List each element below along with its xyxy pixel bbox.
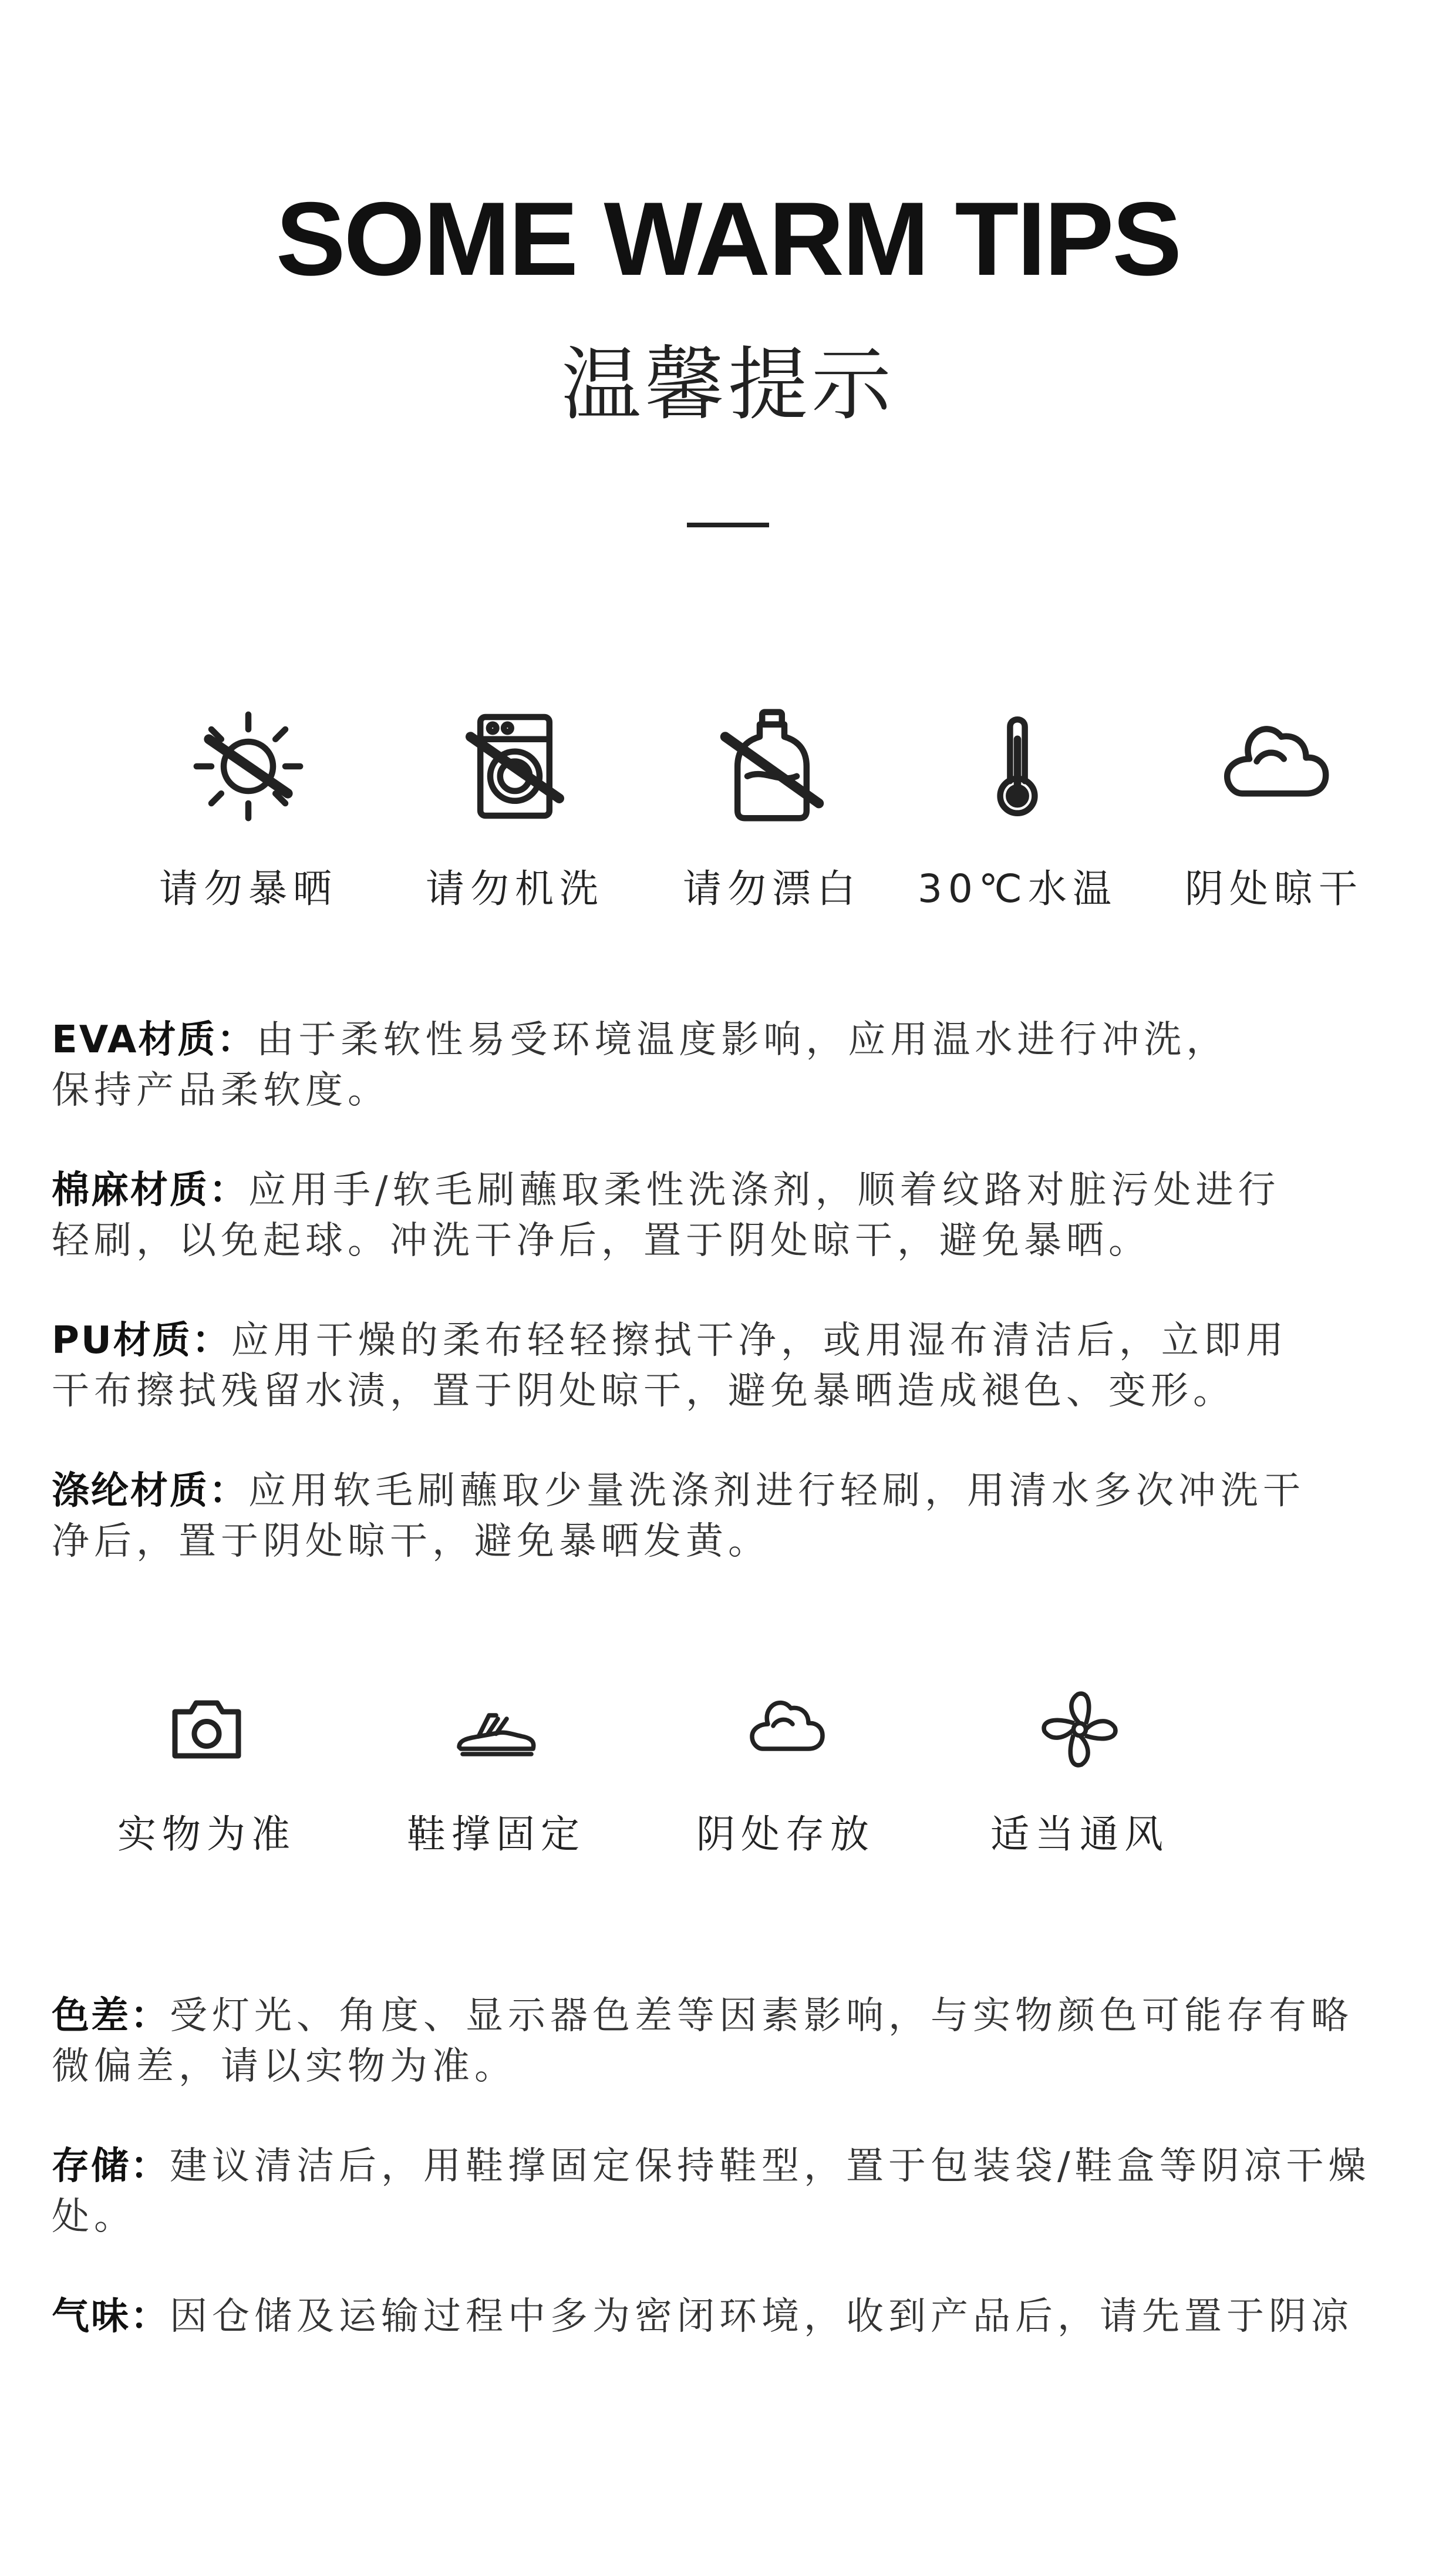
cloud-icon bbox=[1212, 705, 1336, 828]
care-label-water-temp: 30℃水温 bbox=[917, 866, 1118, 911]
material-label: 涤纶材质： bbox=[52, 1469, 248, 1513]
material-text: 应用软毛刷蘸取少量洗涤剂进行轻刷，用清水多次冲洗干 bbox=[248, 1469, 1305, 1513]
material-text: 保持产品柔软度。 bbox=[52, 1069, 390, 1112]
note-text: 微偏差，请以实物为准。 bbox=[52, 2045, 517, 2088]
shoe-tree-icon bbox=[452, 1685, 540, 1773]
page-title: SOME WARM TIPS bbox=[275, 180, 1181, 297]
material-text: 净后，置于阴处晾干，避免暴晒发黄。 bbox=[52, 1520, 770, 1563]
store-item-shade-store bbox=[662, 1685, 909, 1859]
care-label-no-sun: 请勿暴晒 bbox=[159, 866, 338, 911]
note-storage bbox=[52, 2141, 1456, 2242]
cloud-icon bbox=[742, 1685, 830, 1773]
store-item-ventilation bbox=[956, 1685, 1203, 1859]
care-item-shade-dry bbox=[1151, 705, 1397, 913]
note-odor bbox=[52, 2291, 1456, 2342]
care-label-shade-dry: 阴处晾干 bbox=[1185, 866, 1363, 911]
title-divider bbox=[687, 523, 769, 527]
thermometer-icon bbox=[956, 705, 1079, 828]
note-text: 建议清洁后，用鞋撑固定保持鞋型，置于包装袋/鞋盒等阴凉干燥 bbox=[170, 2145, 1371, 2188]
care-item-water-temp bbox=[894, 705, 1141, 913]
material-text: 由于柔软性易受环境温度影响，应用温水进行冲洗， bbox=[256, 1018, 1229, 1062]
care-item-no-bleach bbox=[649, 705, 895, 913]
materials-section bbox=[52, 1015, 1456, 1567]
note-text: 受灯光、角度、显示器色差等因素影响，与实物颜色可能存有略 bbox=[170, 1994, 1353, 2038]
material-eva bbox=[52, 1015, 1456, 1116]
page-subtitle: 温馨提示 bbox=[561, 339, 895, 432]
care-label-no-machine-wash: 请勿机洗 bbox=[426, 866, 604, 911]
store-label-actual: 实物为准 bbox=[117, 1812, 296, 1857]
no-machine-wash-icon bbox=[453, 705, 577, 828]
note-label: 色差： bbox=[52, 1994, 170, 2038]
no-sun-icon bbox=[187, 705, 310, 828]
material-text: 应用干燥的柔布轻轻擦拭干净，或用湿布清洁后，立即用 bbox=[231, 1319, 1288, 1362]
store-item-shoe-tree bbox=[373, 1685, 619, 1859]
note-text: 处。 bbox=[52, 2195, 136, 2239]
material-text: 应用手/软毛刷蘸取柔性洗涤剂，顺着纹路对脏污处进行 bbox=[248, 1169, 1280, 1212]
note-text: 因仓储及运输过程中多为密闭环境，收到产品后，请先置于阴凉 bbox=[170, 2295, 1353, 2338]
care-item-no-machine-wash bbox=[392, 705, 638, 913]
notes-section bbox=[52, 1991, 1456, 2342]
no-bleach-icon bbox=[710, 705, 834, 828]
note-label: 存储： bbox=[52, 2145, 170, 2188]
fan-icon bbox=[1036, 1685, 1124, 1773]
note-label: 气味： bbox=[52, 2295, 170, 2338]
store-label-ventilation: 适当通风 bbox=[990, 1812, 1169, 1857]
material-text: 轻刷，以免起球。冲洗干净后，置于阴处晾干，避免暴晒。 bbox=[52, 1219, 1151, 1263]
store-label-shoe-tree: 鞋撑固定 bbox=[407, 1812, 585, 1857]
care-label-no-bleach: 请勿漂白 bbox=[683, 866, 861, 911]
material-label: 棉麻材质： bbox=[52, 1169, 248, 1212]
store-label-shade-store: 阴处存放 bbox=[696, 1812, 875, 1857]
material-polyester bbox=[52, 1466, 1456, 1567]
material-label: EVA材质： bbox=[52, 1018, 257, 1062]
material-cotton-linen bbox=[52, 1165, 1456, 1266]
store-item-actual bbox=[83, 1685, 330, 1859]
material-pu bbox=[52, 1315, 1456, 1416]
camera-icon bbox=[163, 1685, 251, 1773]
material-text: 干布擦拭残留水渍，置于阴处晾干，避免暴晒造成褪色、变形。 bbox=[52, 1369, 1235, 1413]
note-color-difference bbox=[52, 1991, 1456, 2092]
material-label: PU材质： bbox=[52, 1319, 231, 1362]
care-item-no-sun bbox=[125, 705, 372, 913]
